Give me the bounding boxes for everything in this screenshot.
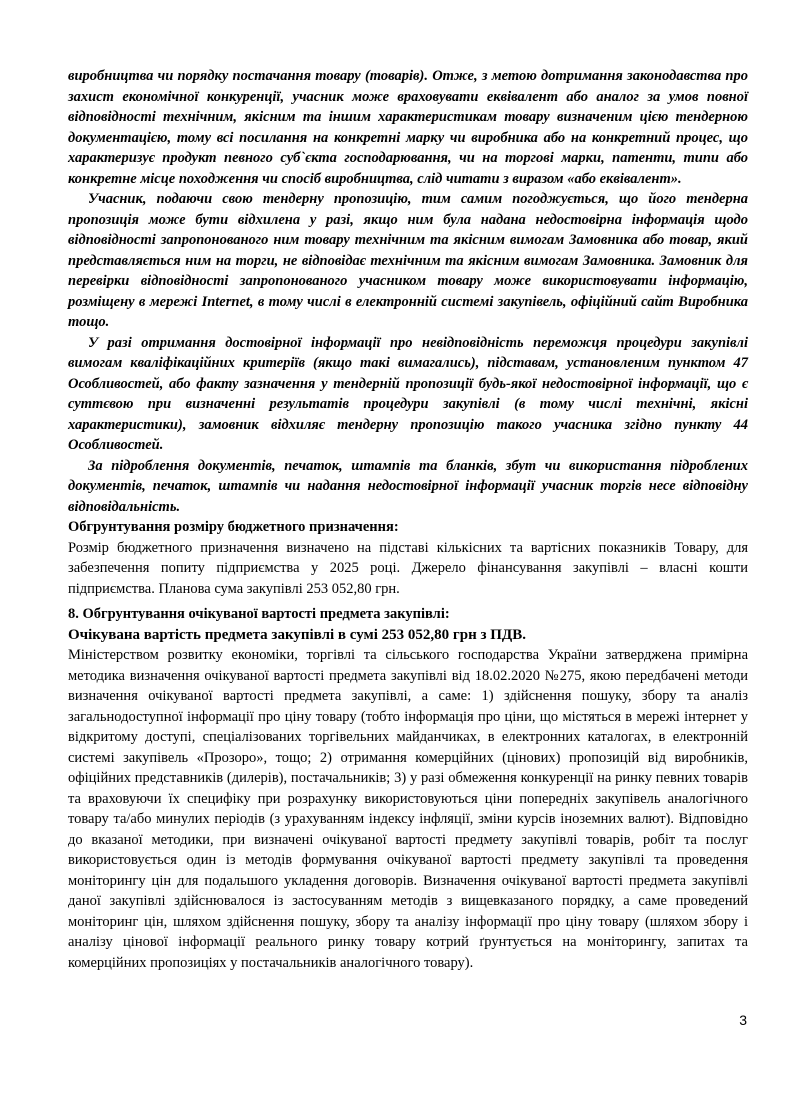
participant-agreement-paragraph: Учасник, подаючи свою тендерну пропозицію, тим самим погоджується, що його тендерна пропозиція може бути відхилена у разі, якщо ним була надана недостовірна інформація щодо відповідності запропонованого ним товару технічним та якісним вимогам Замовника або товар, який представляється ним на торги, не відповідає технічним та якісним вимогам Замовника. Замовник для перевірки відповідності запропонованого учасником товару може використовувати інформацію, розміщену в мережі Internet, в тому числі в електронній системі закупівель, офіційний сайт Виробника тощо.	[68, 191, 748, 330]
budget-paragraph: Розмір бюджетного призначення визначено на підставі кількісних та вартісних показників Товару, для забезпечення попиту підприємства у 2025 році. Джерело фінансування закупівлі – власні кошти підприємства. Планова сума закупівлі 253 052,80 грн.	[68, 539, 748, 597]
methodology-paragraph: Міністерством розвитку економіки, торгівлі та сільського господарства України затверджена примірна методика визначення очікуваної вартості предмета закупівлі від 18.02.2020 №275, якою передбачені методи визначення очікуваної вартості предмета закупівлі, а саме: 1) здійснення пошуку, збору та аналіз загальнодоступної інформації про ціну товару (тобто інформація про ціни, що містяться в мережі інтернет у відкритому доступі, спеціалізованих торгівельних майданчиках, в електронних каталогах, в електронній системі закупівель «Прозоро», тощо; 2) отримання комерційних (цінових) пропозицій від виробників, офіційних представників (дилерів), постачальників; 3) у разі обмеження конкуренції на ринку певних товарів та враховуючи їх специфіку при розрахунку використовуються ціни попередніх закупівель аналогічного товару та/або минулих періодів (з урахуванням індексу інфляції, зміни курсів іноземних валют). Відповідно до вказаної методики, при визначені очікуваної вартості предмету закупівлі товарів, робіт та послуг використовується один із методів формування очікуваної вартості предмету закупівлі та проведення моніторингу цін для подальшого укладення договорів. Визначення очікуваної вартості предмета закупівлі даної закупівлі здійснювалося із застосуванням методів з вищевказаного порядку, а саме проведений моніторинг цін, шляхом здійснення пошуку, збору та аналізу інформації про ціну товару (шляхом збору і аналізу цінової інформації реального ринку товару котрий ґрунтується на моніторингу, запитах та комерційних пропозиціях у постачальників аналогічного товару).	[68, 647, 748, 971]
section-8-heading: 8. Обгрунтування очікуваної вартості предмета закупівлі:	[68, 606, 450, 622]
page-number: 3	[739, 1012, 747, 1028]
budget-heading: Обгрунтування розміру бюджетного призначення:	[68, 519, 399, 535]
rejection-paragraph: У разі отримання достовірної інформації про невідповідність переможця процедури закупівлі вимогам кваліфікаційних критеріїв (якщо такі вимагались), підставам, установленим пунктом 47 Особливостей, або факту зазначення у тендерній пропозиції будь-якої недостовірної інформації, що є суттєвою при визначенні результатів процедури закупівлі (в тому числі технічні, якісні характеристики), замовник відхиляє тендерну пропозицію такого учасника згідно пункту 44 Особливостей.	[68, 334, 748, 453]
expected-cost-heading: Очікувана вартість предмета закупівлі в сумі 253 052,80 грн з ПДВ.	[68, 626, 526, 643]
equivalent-paragraph: виробництва чи порядку постачання товару (товарів). Отже, з метою дотримання законодавства про захист економічної конкуренції, учасник може враховувати еквівалент або аналог за умов повної відповідності технічним, якісним та іншим характеристикам товару визначеним цією тендерною документацією, тому всі посилання на конкретні марку чи виробника або на конкретний процес, що характеризує продукт певного суб`єкта господарювання, чи на торгові марки, патенти, типи або конкретне місце походження чи спосіб виробництва, слід читати з виразом «або еквівалент».	[68, 68, 748, 187]
document-page	[68, 66, 748, 973]
responsibility-paragraph: За підроблення документів, печаток, штампів та бланків, збут чи використання підроблених документів, печаток, штампів чи надання недостовірної інформації учасник торгів несе відповідну відповідальність.	[68, 457, 748, 515]
